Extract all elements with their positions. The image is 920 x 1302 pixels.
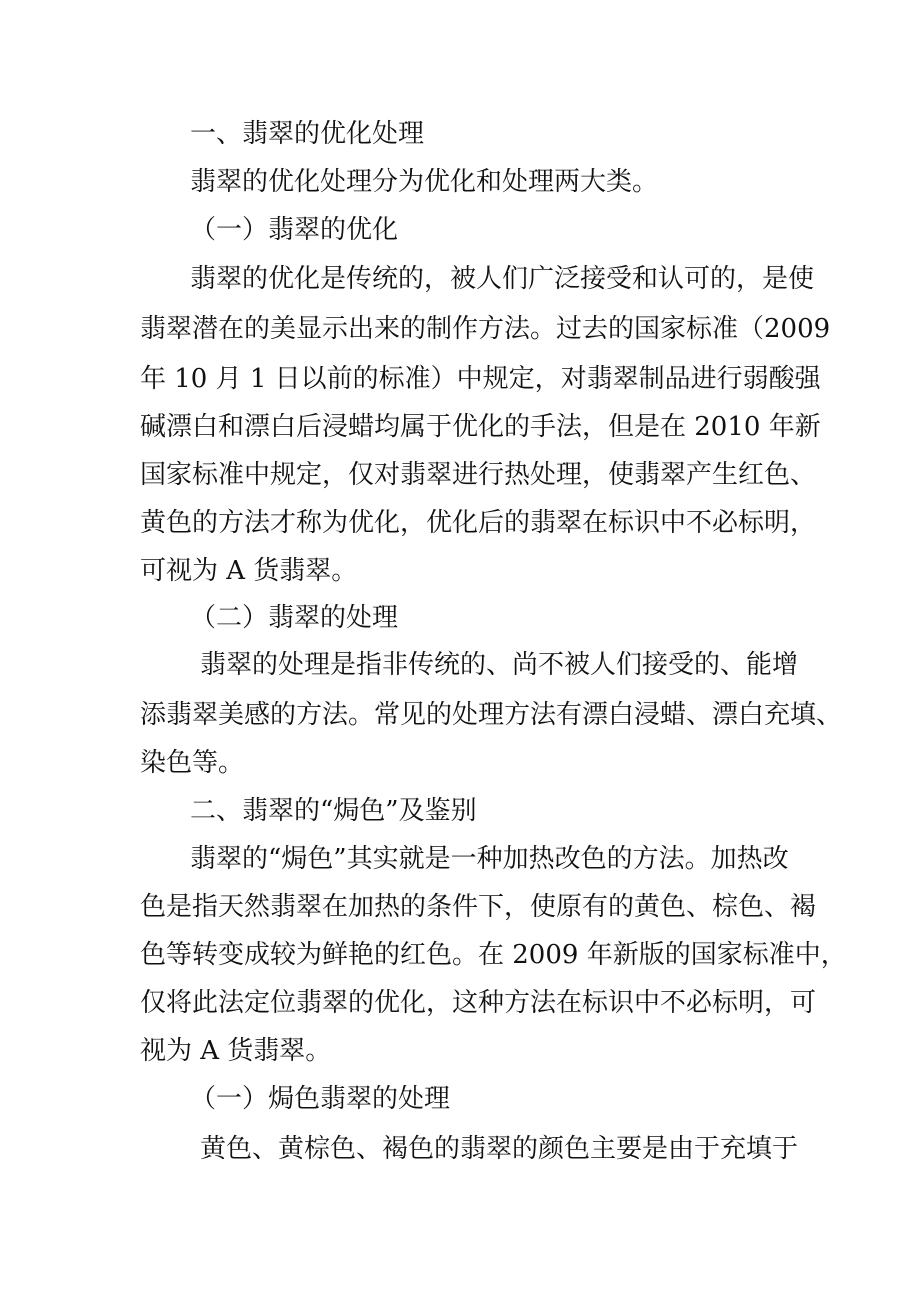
paragraph-line: 翡翠潜在的美显示出来的制作方法。过去的国家标准（2009 — [140, 314, 831, 344]
subsection-heading-1-1: （一）翡翠的优化 — [190, 215, 399, 245]
paragraph-line: 视为 A 货翡翠。 — [140, 1036, 332, 1066]
paragraph-line: 仅将此法定位翡翠的优化，这种方法在标识中不必标明，可 — [140, 988, 817, 1018]
paragraph-line: 翡翠的处理是指非传统的、尚不被人们接受的、能增 — [200, 650, 799, 680]
paragraph-line: 可视为 A 货翡翠。 — [140, 556, 358, 586]
section-heading-1: 一、翡翠的优化处理 — [190, 119, 425, 149]
paragraph-line: 碱漂白和漂白后浸蜡均属于优化的手法，但是在 2010 年新 — [140, 412, 821, 442]
paragraph-line: 添翡翠美感的方法。常见的处理方法有漂白浸蜡、漂白充填、 — [140, 700, 843, 730]
paragraph-line: 黄色、黄棕色、褐色的翡翠的颜色主要是由于充填于 — [200, 1134, 799, 1164]
paragraph-line: 国家标准中规定，仅对翡翠进行热处理，使翡翠产生红色、 — [140, 460, 817, 490]
section-heading-2: 二、翡翠的“焗色”及鉴别 — [190, 796, 477, 826]
paragraph-line: 年 10 月 1 日以前的标准）中规定，对翡翠制品进行弱酸强 — [140, 364, 821, 394]
paragraph-line: 色是指天然翡翠在加热的条件下，使原有的黄色、棕色、褐 — [140, 892, 817, 922]
paragraph-line: 黄色的方法才称为优化，优化后的翡翠在标识中不必标明， — [140, 508, 817, 538]
paragraph-line: 色等转变成较为鲜艳的红色。在 2009 年新版的国家标准中， — [140, 940, 847, 970]
paragraph-line: 翡翠的优化是传统的，被人们广泛接受和认可的，是使 — [190, 264, 815, 294]
subsection-heading-2-1: （一）焗色翡翠的处理 — [190, 1084, 451, 1114]
paragraph-line: 染色等。 — [140, 748, 245, 778]
subsection-heading-1-2: （二）翡翠的处理 — [190, 603, 399, 633]
paragraph-line: 翡翠的“焗色”其实就是一种加热改色的方法。加热改 — [190, 844, 789, 874]
paragraph-intro: 翡翠的优化处理分为优化和处理两大类。 — [190, 167, 659, 197]
